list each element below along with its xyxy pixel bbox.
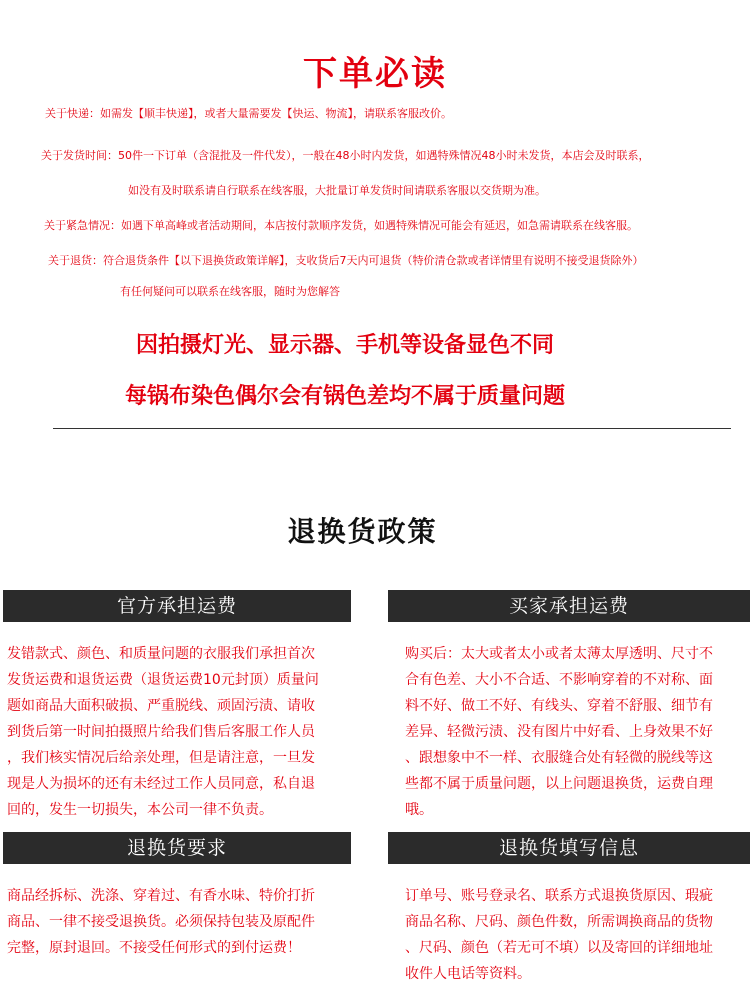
- return-requirements-text: [7, 883, 315, 961]
- text-line: 发错款式、颜色、和质量问题的衣服我们承担首次: [7, 646, 315, 662]
- text-line: 料不好、做工不好、有线头、穿着不舒服、细节有: [405, 698, 713, 714]
- warning-color-difference: 因拍摄灯光、显示器、手机等设备显色不同: [135, 333, 554, 358]
- buyer-shipping-header: 买家承担运费: [388, 590, 750, 622]
- text-line: 题如商品大面积破损、严重脱线、顽固污渍、请收: [7, 698, 315, 714]
- page-title: 下单必读: [303, 54, 447, 94]
- divider: [53, 428, 731, 429]
- official-shipping-header: 官方承担运费: [3, 590, 351, 622]
- official-shipping-text: [7, 641, 319, 823]
- return-requirements-header: 退换货要求: [3, 832, 351, 864]
- text-line: 收件人电话等资料。: [405, 966, 531, 982]
- text-line: 回的，发生一切损失，本公司一律不负责。: [7, 802, 273, 818]
- text-line: 商品名称、尺码、颜色件数，所需调换商品的货物: [405, 914, 713, 930]
- text-line: 些都不属于质量问题，以上问题退换货，运费自理: [405, 776, 713, 792]
- text-line: 哦。: [405, 802, 433, 818]
- policy-title: 退换货政策: [287, 515, 438, 548]
- notice-express: 关于快递：如需发【顺丰快递】，或者大量需要发【快运、物流】，请联系客服改价。: [45, 107, 452, 120]
- notice-returns: 关于退货：符合退货条件【以下退换货政策详解】，支收货后7天内可退货（特价清仓款或者详情里有说明不接受退货除外）: [48, 254, 644, 267]
- text-line: 差异、轻微污渍、没有图片中好看、上身效果不好: [405, 724, 713, 740]
- return-info-text: [405, 883, 713, 987]
- notice-emergency: 关于紧急情况：如遇下单高峰或者活动期间，本店按付款顺序发货，如遇特殊情况可能会有延迟，如急需请联系在线客服。: [44, 219, 638, 232]
- notice-questions: 有任何疑问可以联系在线客服，随时为您解答: [120, 285, 340, 298]
- warning-dye-lot: 每锅布染色偶尔会有锅色差均不属于质量问题: [124, 384, 565, 409]
- notice-shipping-time: 关于发货时间：50件一下订单（含混批及一件代发），一般在48小时内发货，如遇特殊情况48小时未发货，本店会及时联系，: [41, 149, 650, 162]
- notice-contact: 如没有及时联系请自行联系在线客服，大批量订单发货时间请联系客服以交货期为准。: [128, 184, 546, 197]
- text-line: 商品、一律不接受退换货。必须保持包装及原配件: [7, 914, 315, 930]
- text-line: ，我们核实情况后给亲处理，但是请注意，一旦发: [7, 750, 315, 766]
- text-line: 完整，原封退回。不接受任何形式的到付运费！: [7, 940, 301, 956]
- text-line: 购买后：太大或者太小或者太薄太厚透明、尺寸不: [405, 646, 713, 662]
- buyer-shipping-text: [405, 641, 713, 823]
- text-line: 发货运费和退货运费（退货运费10元封顶）质量问: [7, 672, 319, 688]
- text-line: 商品经拆标、洗涤、穿着过、有香水味、特价打折: [7, 888, 315, 904]
- text-line: 订单号、账号登录名、联系方式退换货原因、瑕疵: [405, 888, 713, 904]
- text-line: 到货后第一时间拍摄照片给我们售后客服工作人员: [7, 724, 315, 740]
- text-line: 合有色差、大小不合适、不影响穿着的不对称、面: [405, 672, 713, 688]
- text-line: 现是人为损坏的还有未经过工作人员同意，私自退: [7, 776, 315, 792]
- text-line: 、跟想象中不一样、衣服缝合处有轻微的脱线等这: [405, 750, 713, 766]
- text-line: 、尺码、颜色（若无可不填）以及寄回的详细地址: [405, 940, 713, 956]
- return-info-header: 退换货填写信息: [388, 832, 750, 864]
